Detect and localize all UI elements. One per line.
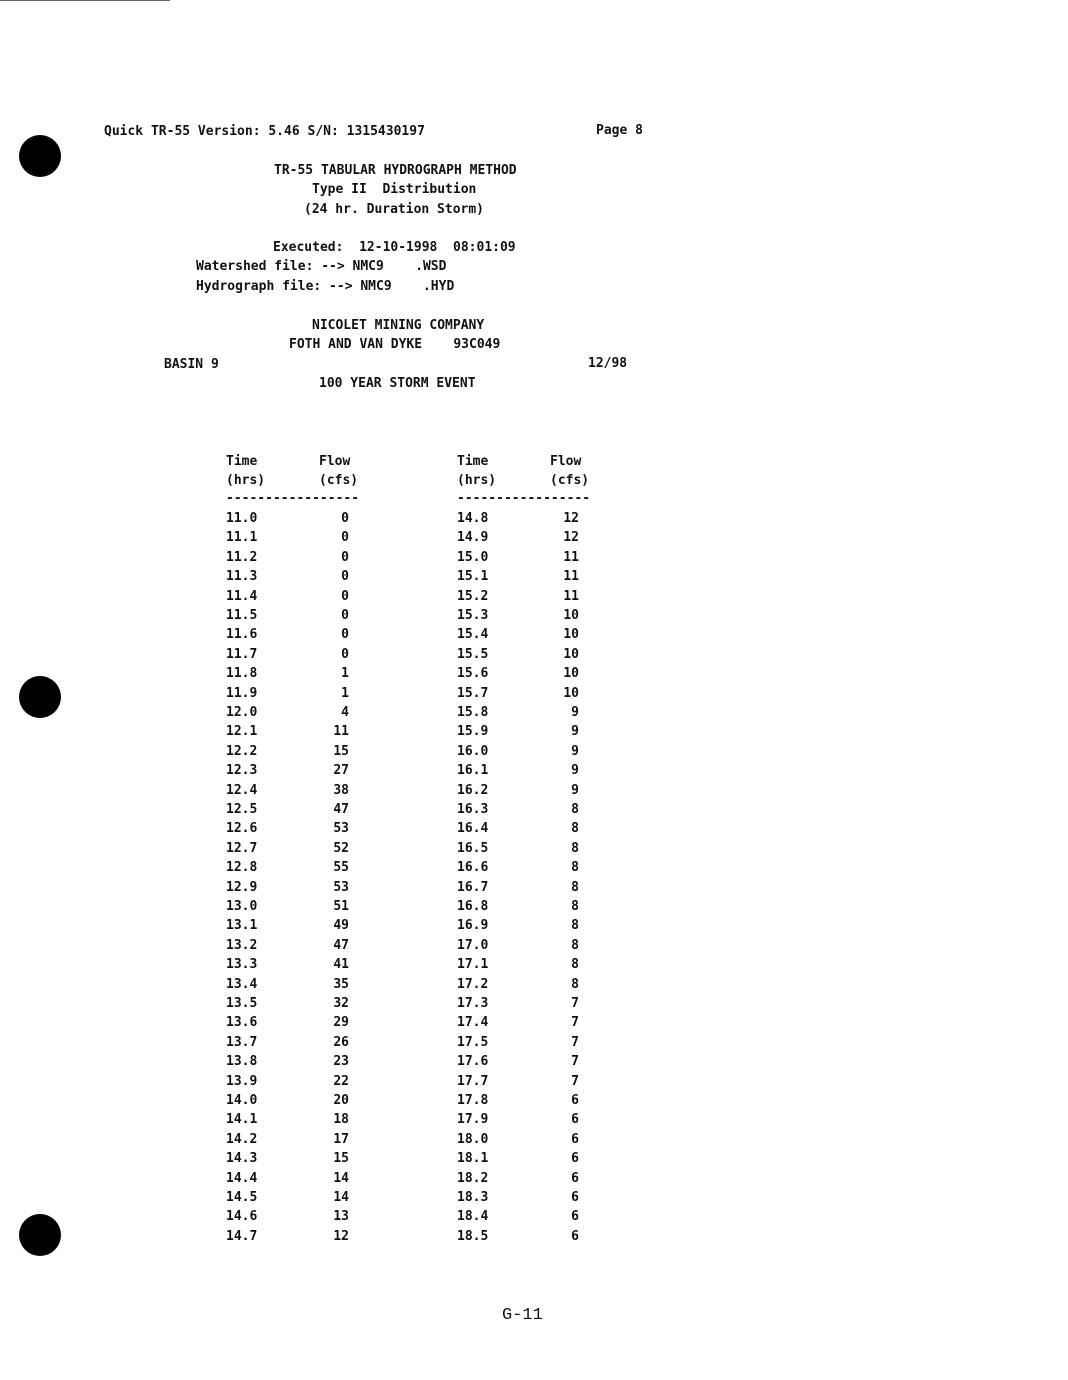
- time-value: 13.5: [226, 996, 258, 1011]
- flow-header-left: Flow: [319, 454, 351, 469]
- time-value: 14.2: [226, 1132, 258, 1147]
- time-value: 16.9: [457, 918, 489, 933]
- engineer-project: FOTH AND VAN DYKE 93C049: [289, 337, 501, 352]
- flow-value: 0: [341, 627, 349, 642]
- executed-timestamp: Executed: 12-10-1998 08:01:09: [273, 240, 516, 255]
- flow-value: 8: [571, 899, 579, 914]
- flow-value: 6: [571, 1093, 579, 1108]
- flow-value: 7: [571, 1054, 579, 1069]
- flow-value: 8: [571, 802, 579, 817]
- company-name: NICOLET MINING COMPANY: [312, 318, 485, 333]
- flow-value: 49: [333, 918, 349, 933]
- time-value: 15.3: [457, 608, 489, 623]
- time-value: 11.6: [226, 627, 258, 642]
- flow-value: 13: [333, 1209, 349, 1224]
- time-value: 18.0: [457, 1132, 489, 1147]
- flow-value: 15: [333, 1151, 349, 1166]
- time-value: 18.4: [457, 1209, 489, 1224]
- page-number: Page 8: [596, 123, 643, 138]
- time-value: 17.9: [457, 1112, 489, 1127]
- flow-value: 1: [341, 686, 349, 701]
- time-value: 17.4: [457, 1015, 489, 1030]
- flow-value: 32: [333, 996, 349, 1011]
- flow-value: 18: [333, 1112, 349, 1127]
- distribution-type: Type II Distribution: [312, 182, 477, 197]
- flow-value: 8: [571, 860, 579, 875]
- time-value: 16.6: [457, 860, 489, 875]
- flow-value: 9: [571, 763, 579, 778]
- time-value: 16.7: [457, 880, 489, 895]
- flow-value: 7: [571, 996, 579, 1011]
- divider-right: -----------------: [457, 491, 591, 506]
- flow-value: 8: [571, 841, 579, 856]
- time-value: 15.5: [457, 647, 489, 662]
- flow-value: 0: [341, 569, 349, 584]
- watershed-file: Watershed file: --> NMC9 .WSD: [196, 259, 447, 274]
- time-value: 11.1: [226, 530, 258, 545]
- time-value: 17.5: [457, 1035, 489, 1050]
- flow-value: 14: [333, 1190, 349, 1205]
- time-value: 11.9: [226, 686, 258, 701]
- time-value: 12.9: [226, 880, 258, 895]
- time-value: 13.9: [226, 1074, 258, 1089]
- flow-value: 0: [341, 647, 349, 662]
- flow-value: 22: [333, 1074, 349, 1089]
- flow-value: 9: [571, 705, 579, 720]
- time-value: 12.4: [226, 783, 258, 798]
- divider-left: -----------------: [226, 491, 360, 506]
- time-value: 18.1: [457, 1151, 489, 1166]
- report-date: 12/98: [588, 356, 628, 371]
- flow-value: 1: [341, 666, 349, 681]
- flow-value: 8: [571, 938, 579, 953]
- flow-unit-right: (cfs): [550, 473, 590, 488]
- time-value: 12.1: [226, 724, 258, 739]
- flow-value: 11: [333, 724, 349, 739]
- flow-value: 6: [571, 1112, 579, 1127]
- time-value: 12.5: [226, 802, 258, 817]
- flow-value: 0: [341, 589, 349, 604]
- flow-value: 23: [333, 1054, 349, 1069]
- time-value: 13.6: [226, 1015, 258, 1030]
- time-value: 17.7: [457, 1074, 489, 1089]
- flow-value: 10: [563, 627, 579, 642]
- flow-value: 0: [341, 511, 349, 526]
- time-value: 15.1: [457, 569, 489, 584]
- flow-value: 0: [341, 550, 349, 565]
- time-value: 18.5: [457, 1229, 489, 1244]
- time-value: 11.5: [226, 608, 258, 623]
- time-value: 14.3: [226, 1151, 258, 1166]
- flow-value: 6: [571, 1151, 579, 1166]
- flow-value: 9: [571, 724, 579, 739]
- time-value: 16.5: [457, 841, 489, 856]
- flow-value: 7: [571, 1015, 579, 1030]
- hydrograph-file: Hydrograph file: --> NMC9 .HYD: [196, 279, 455, 294]
- flow-value: 38: [333, 783, 349, 798]
- time-value: 15.2: [457, 589, 489, 604]
- flow-value: 0: [341, 530, 349, 545]
- time-value: 15.7: [457, 686, 489, 701]
- page-label: G-11: [502, 1306, 543, 1325]
- flow-value: 6: [571, 1229, 579, 1244]
- flow-value: 8: [571, 880, 579, 895]
- method-title: TR-55 TABULAR HYDROGRAPH METHOD: [274, 163, 517, 178]
- time-value: 16.4: [457, 821, 489, 836]
- time-value: 14.0: [226, 1093, 258, 1108]
- time-value: 11.0: [226, 511, 258, 526]
- time-value: 13.0: [226, 899, 258, 914]
- time-value: 14.9: [457, 530, 489, 545]
- time-value: 17.2: [457, 977, 489, 992]
- time-value: 16.2: [457, 783, 489, 798]
- time-value: 12.7: [226, 841, 258, 856]
- flow-value: 4: [341, 705, 349, 720]
- flow-value: 7: [571, 1074, 579, 1089]
- time-value: 18.3: [457, 1190, 489, 1205]
- flow-value: 41: [333, 957, 349, 972]
- flow-value: 7: [571, 1035, 579, 1050]
- flow-value: 8: [571, 821, 579, 836]
- time-value: 15.9: [457, 724, 489, 739]
- flow-value: 14: [333, 1171, 349, 1186]
- time-value: 12.2: [226, 744, 258, 759]
- flow-value: 55: [333, 860, 349, 875]
- time-value: 13.8: [226, 1054, 258, 1069]
- time-value: 11.7: [226, 647, 258, 662]
- time-value: 11.4: [226, 589, 258, 604]
- flow-value: 12: [563, 530, 579, 545]
- flow-value: 11: [563, 569, 579, 584]
- time-value: 15.0: [457, 550, 489, 565]
- time-value: 13.2: [226, 938, 258, 953]
- flow-value: 47: [333, 938, 349, 953]
- flow-value: 10: [563, 608, 579, 623]
- flow-value: 52: [333, 841, 349, 856]
- flow-value: 53: [333, 880, 349, 895]
- time-value: 16.0: [457, 744, 489, 759]
- time-value: 17.0: [457, 938, 489, 953]
- flow-value: 26: [333, 1035, 349, 1050]
- flow-value: 10: [563, 647, 579, 662]
- flow-value: 0: [341, 608, 349, 623]
- flow-value: 47: [333, 802, 349, 817]
- time-value: 12.6: [226, 821, 258, 836]
- time-unit-right: (hrs): [457, 473, 497, 488]
- time-value: 18.2: [457, 1171, 489, 1186]
- basin-label: BASIN 9: [164, 357, 219, 372]
- time-value: 14.4: [226, 1171, 258, 1186]
- flow-value: 11: [563, 589, 579, 604]
- flow-unit-left: (cfs): [319, 473, 359, 488]
- time-value: 12.0: [226, 705, 258, 720]
- time-value: 17.6: [457, 1054, 489, 1069]
- time-value: 14.8: [457, 511, 489, 526]
- time-unit-left: (hrs): [226, 473, 266, 488]
- time-value: 15.6: [457, 666, 489, 681]
- flow-value: 8: [571, 977, 579, 992]
- storm-duration: (24 hr. Duration Storm): [304, 202, 485, 217]
- time-value: 14.6: [226, 1209, 258, 1224]
- time-value: 15.4: [457, 627, 489, 642]
- flow-value: 53: [333, 821, 349, 836]
- punch-hole-top: [19, 135, 61, 177]
- flow-value: 6: [571, 1209, 579, 1224]
- flow-value: 11: [563, 550, 579, 565]
- flow-value: 10: [563, 666, 579, 681]
- flow-value: 10: [563, 686, 579, 701]
- punch-hole-middle: [19, 676, 61, 718]
- time-value: 16.3: [457, 802, 489, 817]
- time-value: 17.8: [457, 1093, 489, 1108]
- flow-value: 8: [571, 918, 579, 933]
- time-value: 16.8: [457, 899, 489, 914]
- time-header-right: Time: [457, 454, 489, 469]
- time-header-left: Time: [226, 454, 258, 469]
- flow-value: 9: [571, 783, 579, 798]
- flow-value: 15: [333, 744, 349, 759]
- time-value: 13.1: [226, 918, 258, 933]
- time-value: 13.3: [226, 957, 258, 972]
- time-value: 17.1: [457, 957, 489, 972]
- time-value: 17.3: [457, 996, 489, 1011]
- time-value: 12.3: [226, 763, 258, 778]
- time-value: 13.7: [226, 1035, 258, 1050]
- scan-edge-line: [0, 0, 170, 1]
- time-value: 11.3: [226, 569, 258, 584]
- flow-value: 9: [571, 744, 579, 759]
- flow-header-right: Flow: [550, 454, 582, 469]
- flow-value: 8: [571, 957, 579, 972]
- flow-value: 51: [333, 899, 349, 914]
- flow-value: 12: [333, 1229, 349, 1244]
- flow-value: 35: [333, 977, 349, 992]
- time-value: 11.2: [226, 550, 258, 565]
- time-value: 15.8: [457, 705, 489, 720]
- punch-hole-bottom: [19, 1214, 61, 1256]
- time-value: 14.1: [226, 1112, 258, 1127]
- time-value: 13.4: [226, 977, 258, 992]
- flow-value: 27: [333, 763, 349, 778]
- time-value: 16.1: [457, 763, 489, 778]
- time-value: 12.8: [226, 860, 258, 875]
- flow-value: 6: [571, 1132, 579, 1147]
- flow-value: 6: [571, 1190, 579, 1205]
- flow-value: 12: [563, 511, 579, 526]
- time-value: 11.8: [226, 666, 258, 681]
- flow-value: 29: [333, 1015, 349, 1030]
- time-value: 14.5: [226, 1190, 258, 1205]
- time-value: 14.7: [226, 1229, 258, 1244]
- flow-value: 20: [333, 1093, 349, 1108]
- program-version: Quick TR-55 Version: 5.46 S/N: 1315430197: [104, 124, 425, 139]
- flow-value: 17: [333, 1132, 349, 1147]
- flow-value: 6: [571, 1171, 579, 1186]
- storm-event: 100 YEAR STORM EVENT: [319, 376, 476, 391]
